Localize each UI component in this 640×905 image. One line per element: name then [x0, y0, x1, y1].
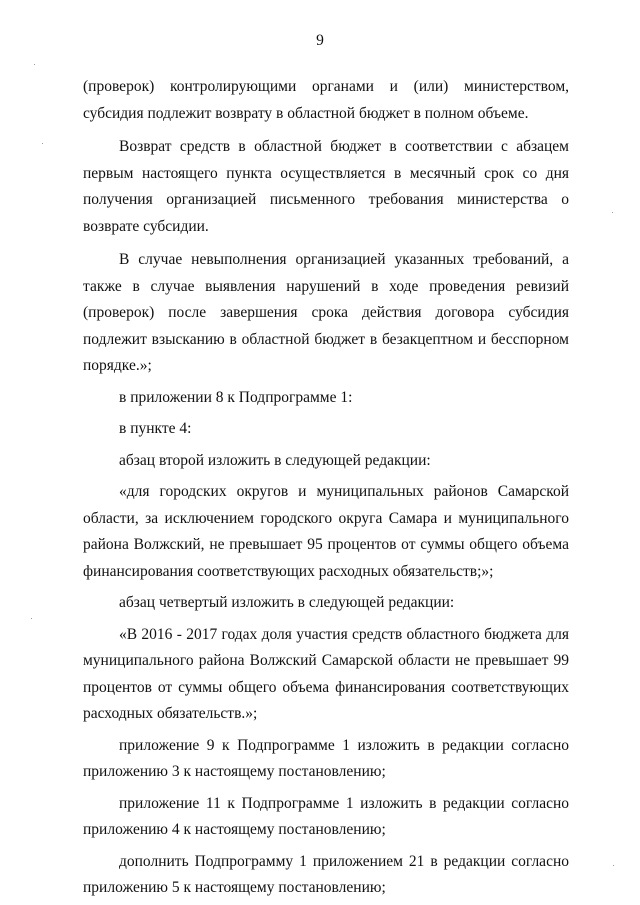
page-number: 9 [316, 32, 324, 49]
paragraph-fourth-abzac: абзац четвертый изложить в следующей редакции: [119, 594, 455, 611]
paragraph-point-4: в пункте 4: [119, 420, 192, 437]
paragraph-second-abzac: абзац второй изложить в следующей редакции: [119, 451, 431, 469]
paragraph-appendix-11: приложение 11 к Подпрограмме 1 изложить в редакции согласно приложению 4 к настоящему постановлению; [83, 794, 569, 838]
paragraph-quote-99-percent: «В 2016 - 2017 годах доля участия средств областного бюджета для муниципального района Волжский Самарской области не превышает 99 процентов от суммы общего объема финансирования соответствующих расходных обязательств.»; [83, 625, 569, 722]
scan-speck [42, 143, 43, 144]
paragraph-refund-term: Возврат средств в областной бюджет в соответствии с абзацем первым настоящего пункта осуществляется в месячный срок со дня получения организацией письменного требования министерства о возврате субсидии. [83, 138, 569, 235]
scan-speck [613, 865, 614, 866]
paragraph-appendix-9: приложение 9 к Подпрограмме 1 изложить в редакции согласно приложению 3 к настоящему постановлению; [83, 736, 569, 780]
scan-speck [34, 64, 35, 65]
scan-speck [31, 618, 32, 619]
paragraph-continuation: (проверок) контролирующими органами и (или) министерством, субсидия подлежит возврату в областной бюджет в полном объеме. [83, 78, 569, 122]
paragraph-quote-95-percent: «для городских округов и муниципальных районов Самарской области, за исключением городского округа Самара и муниципального района Волжский, не превышает 95 процентов от суммы общего объема финансирования соответствующих расходных обязательств;»; [83, 483, 569, 580]
paragraph-appendix-8: в приложении 8 к Подпрограмме 1: [119, 388, 353, 406]
paragraph-non-compliance: В случае невыполнения организацией указанных требований, а также в случае выявления нарушений в ходе проведения ревизий (проверок) после завершения срока действия договора субсидия подлежит взысканию в областной бюджет в безакцептном и бесспорном порядке.»; [83, 251, 569, 374]
document-body [83, 74, 569, 902]
scan-speck [612, 212, 613, 213]
paragraph-appendix-21: дополнить Подпрограмму 1 приложением 21 в редакции согласно приложению 5 к настоящему постановлению; [83, 852, 569, 896]
